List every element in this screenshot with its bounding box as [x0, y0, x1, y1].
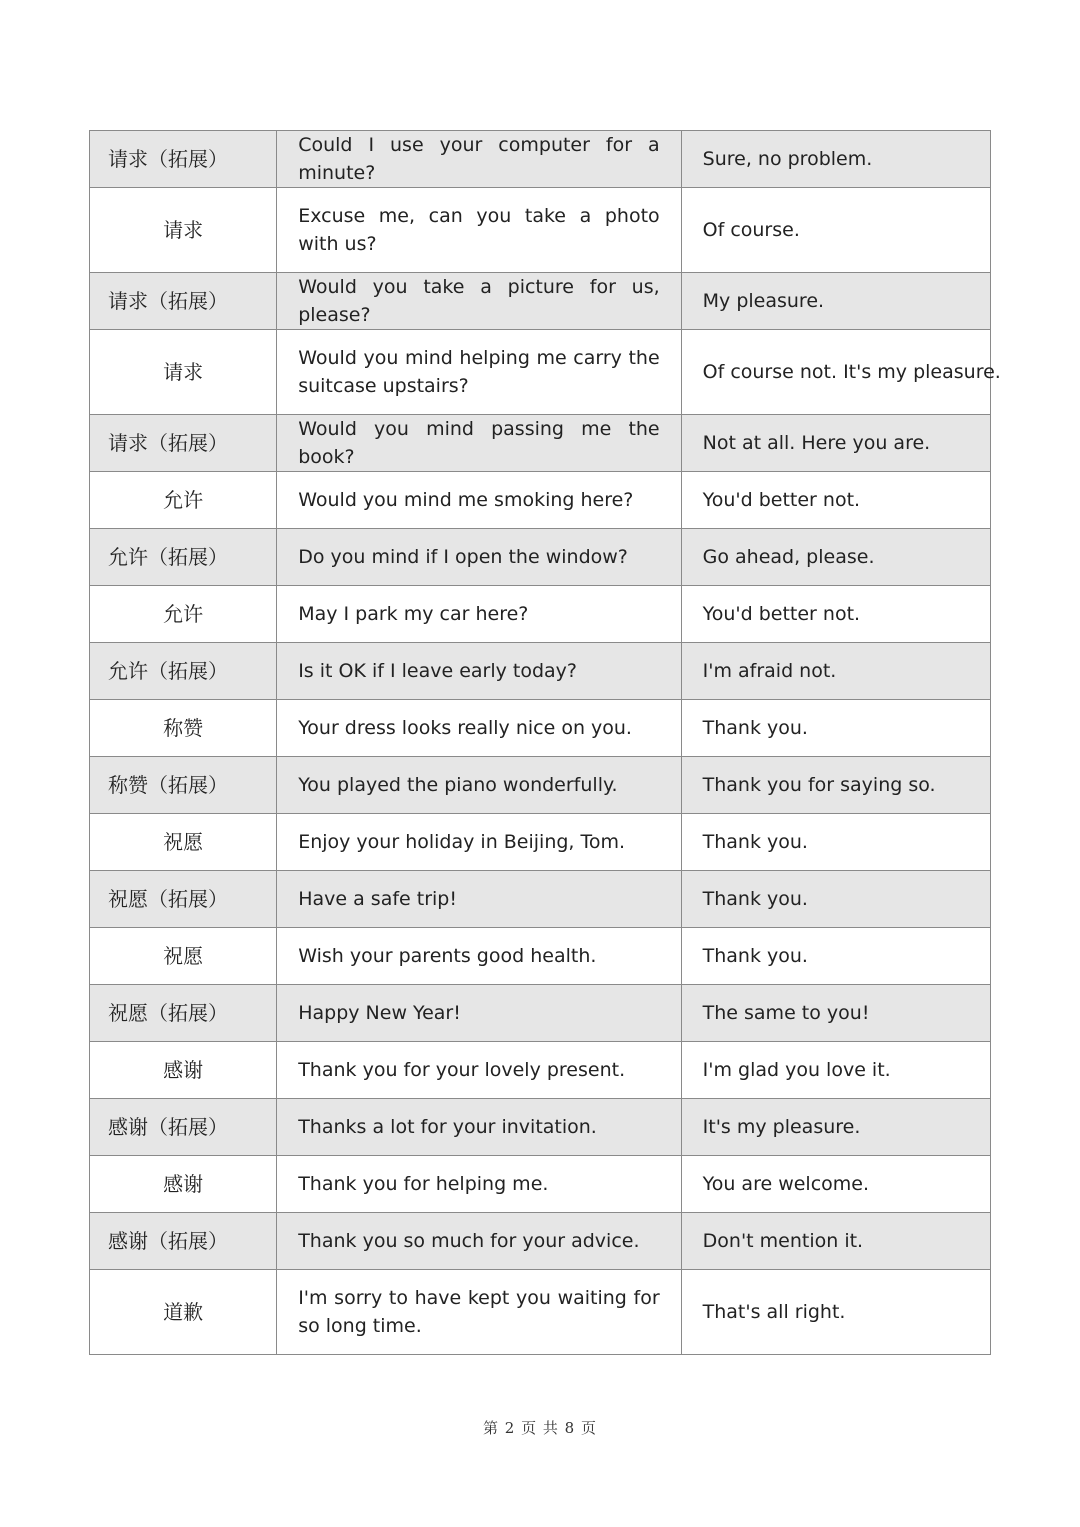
page-number-footer: 第 2 页 共 8 页	[483, 1419, 597, 1437]
table-row	[90, 871, 991, 928]
table-row	[90, 814, 991, 871]
table-row	[90, 330, 991, 415]
question-cell: Thanks a lot for your invitation.	[277, 1099, 681, 1156]
answer-cell: You'd better not.	[681, 586, 990, 643]
category-cell: 感谢	[90, 1042, 277, 1099]
question-cell: Wish your parents good health.	[277, 928, 681, 985]
category-cell: 称赞	[90, 700, 277, 757]
question-cell: Thank you for your lovely present.	[277, 1042, 681, 1099]
question-cell: Do you mind if I open the window?	[277, 529, 681, 586]
table-row	[90, 188, 991, 273]
category-cell: 请求（拓展）	[90, 273, 277, 330]
question-cell: Would you mind passing me the book?	[277, 415, 681, 472]
question-cell: May I park my car here?	[277, 586, 681, 643]
table-row	[90, 472, 991, 529]
question-cell: Excuse me, can you take a photo with us?	[277, 188, 681, 273]
answer-cell: Sure, no problem.	[681, 131, 990, 188]
category-cell: 感谢（拓展）	[90, 1099, 277, 1156]
question-cell: Would you take a picture for us, please?	[277, 273, 681, 330]
answer-cell: Thank you.	[681, 871, 990, 928]
answer-cell: Thank you.	[681, 814, 990, 871]
category-cell: 允许	[90, 472, 277, 529]
answer-cell: I'm afraid not.	[681, 643, 990, 700]
question-cell: Could I use your computer for a minute?	[277, 131, 681, 188]
question-cell: Happy New Year!	[277, 985, 681, 1042]
question-cell: Enjoy your holiday in Beijing, Tom.	[277, 814, 681, 871]
question-cell: Would you mind me smoking here?	[277, 472, 681, 529]
category-cell: 请求（拓展）	[90, 415, 277, 472]
table-row	[90, 643, 991, 700]
question-cell: I'm sorry to have kept you waiting for so long time.	[277, 1270, 681, 1355]
category-cell: 感谢	[90, 1156, 277, 1213]
question-cell: You played the piano wonderfully.	[277, 757, 681, 814]
dialogue-table	[89, 130, 1001, 1355]
category-cell: 请求（拓展）	[90, 131, 277, 188]
answer-cell: Thank you.	[681, 928, 990, 985]
category-cell: 道歉	[90, 1270, 277, 1355]
answer-cell: I'm glad you love it.	[681, 1042, 990, 1099]
table-row	[90, 415, 991, 472]
answer-cell: Of course not. It's my pleasure.	[681, 330, 990, 415]
question-cell: Your dress looks really nice on you.	[277, 700, 681, 757]
category-cell: 祝愿（拓展）	[90, 985, 277, 1042]
table-row	[90, 1099, 991, 1156]
category-cell: 请求	[90, 188, 277, 273]
answer-cell: Not at all. Here you are.	[681, 415, 990, 472]
answer-cell: You'd better not.	[681, 472, 990, 529]
answer-cell: Go ahead, please.	[681, 529, 990, 586]
category-cell: 请求	[90, 330, 277, 415]
table-row	[90, 131, 991, 188]
question-cell: Would you mind helping me carry the suitcase upstairs?	[277, 330, 681, 415]
category-cell: 祝愿	[90, 814, 277, 871]
answer-cell: You are welcome.	[681, 1156, 990, 1213]
answer-cell: The same to you!	[681, 985, 990, 1042]
table-row	[90, 1156, 991, 1213]
answer-cell: That's all right.	[681, 1270, 990, 1355]
table-row	[90, 1042, 991, 1099]
question-cell: Is it OK if I leave early today?	[277, 643, 681, 700]
category-cell: 称赞（拓展）	[90, 757, 277, 814]
answer-cell: Of course.	[681, 188, 990, 273]
table-row	[90, 928, 991, 985]
table-row	[90, 1270, 991, 1355]
category-cell: 祝愿（拓展）	[90, 871, 277, 928]
question-cell: Have a safe trip!	[277, 871, 681, 928]
category-cell: 感谢（拓展）	[90, 1213, 277, 1270]
table-row	[90, 529, 991, 586]
answer-cell: Thank you.	[681, 700, 990, 757]
table-row	[90, 700, 991, 757]
question-cell: Thank you for helping me.	[277, 1156, 681, 1213]
category-cell: 允许（拓展）	[90, 529, 277, 586]
table-row	[90, 273, 991, 330]
answer-cell: My pleasure.	[681, 273, 990, 330]
category-cell: 祝愿	[90, 928, 277, 985]
category-cell: 允许	[90, 586, 277, 643]
category-cell: 允许（拓展）	[90, 643, 277, 700]
table-row	[90, 757, 991, 814]
answer-cell: Thank you for saying so.	[681, 757, 990, 814]
question-cell: Thank you so much for your advice.	[277, 1213, 681, 1270]
answer-cell: Don't mention it.	[681, 1213, 990, 1270]
table-row	[90, 985, 991, 1042]
table-row	[90, 1213, 991, 1270]
answer-cell: It's my pleasure.	[681, 1099, 990, 1156]
table-row	[90, 586, 991, 643]
